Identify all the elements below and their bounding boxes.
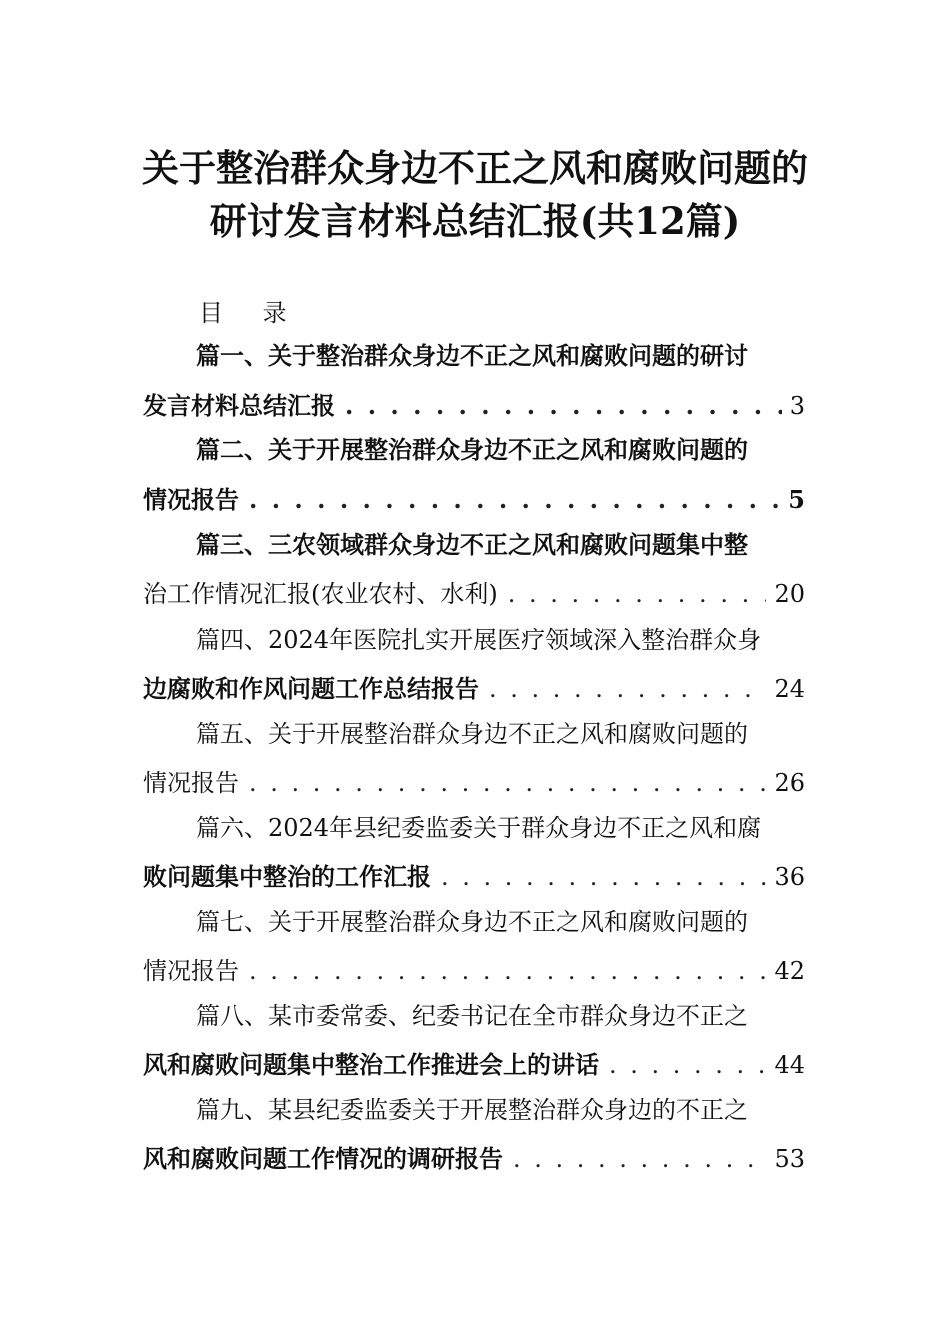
toc-dot-leader	[249, 488, 780, 512]
document-title-line-1: 关于整治群众身边不正之风和腐败问题的	[142, 146, 808, 190]
toc-page-number: 3	[789, 392, 805, 420]
document-title-line-2: 研讨发言材料总结汇报(共12篇)	[209, 199, 741, 243]
toc-dot-leader	[508, 582, 767, 606]
toc-entry-title-line-1: 篇三、三农领域群众身边不正之风和腐败问题集中整	[196, 530, 748, 559]
toc-page-number: 44	[774, 1051, 805, 1079]
toc-page-number: 20	[774, 580, 805, 608]
toc-entry-title-line-2: 风和腐败问题集中整治工作推进会上的讲话	[143, 1050, 599, 1079]
toc-entry-title-line-1: 篇八、某市委常委、纪委书记在全市群众身边不正之	[196, 1002, 748, 1030]
toc-page-number: 36	[774, 863, 805, 891]
toc-entry-title-line-2: 情况报告	[143, 485, 239, 514]
toc-entry-title-line-2: 治工作情况汇报(农业农村、水利)	[143, 580, 498, 608]
toc-entry-title-line-2-row	[143, 1144, 805, 1173]
toc-entry-title-line-2: 发言材料总结汇报	[143, 391, 335, 420]
toc-entry-title-line-2-row	[143, 1050, 805, 1079]
toc-dot-leader	[249, 959, 766, 983]
toc-entry-title-line-2-row	[143, 959, 805, 983]
toc-page-number: 26	[774, 769, 805, 797]
toc-entry-title-line-1: 篇二、关于开展整治群众身边不正之风和腐败问题的	[196, 435, 748, 464]
toc-dot-leader	[513, 1147, 766, 1171]
toc-entry-title-line-1: 篇五、关于开展整治群众身边不正之风和腐败问题的	[196, 720, 748, 748]
toc-page-number: 24	[774, 675, 805, 703]
toc-entry-title-line-2: 边腐败和作风问题工作总结报告	[143, 674, 479, 703]
toc-dot-leader	[489, 677, 766, 701]
toc-entry-title-line-2-row	[143, 582, 805, 606]
toc-entry-title-line-2-row	[143, 771, 805, 795]
toc-page-number: 5	[788, 485, 805, 514]
toc-entry-title-line-1: 篇四、2024年医院扎实开展医疗领域深入整治群众身	[196, 626, 762, 654]
toc-entry-title-line-1: 篇七、关于开展整治群众身边不正之风和腐败问题的	[196, 908, 748, 936]
toc-heading: 目 录	[199, 299, 303, 327]
toc-dot-leader	[441, 865, 766, 889]
toc-page-number: 42	[774, 957, 805, 985]
toc-dot-leader	[345, 394, 782, 418]
toc-entry-title-line-1: 篇一、关于整治群众身边不正之风和腐败问题的研讨	[196, 341, 748, 370]
toc-entry-title-line-2: 情况报告	[143, 769, 239, 797]
toc-entry-title-line-2-row	[143, 485, 805, 514]
toc-entry-title-line-2: 败问题集中整治的工作汇报	[143, 862, 431, 891]
toc-page-number: 53	[774, 1145, 805, 1173]
toc-entry-title-line-2-row	[143, 391, 805, 420]
toc-entry-title-line-1: 篇六、2024年县纪委监委关于群众身边不正之风和腐	[196, 814, 762, 842]
toc-entry-title-line-2: 风和腐败问题工作情况的调研报告	[143, 1144, 503, 1173]
toc-entry-title-line-2: 情况报告	[143, 957, 239, 985]
toc-dot-leader	[249, 771, 766, 795]
toc-dot-leader	[609, 1053, 766, 1077]
toc-entry-title-line-2-row	[143, 862, 805, 891]
toc-entry-title-line-1: 篇九、某县纪委监委关于开展整治群众身边的不正之	[196, 1096, 748, 1124]
toc-entry-title-line-2-row	[143, 674, 805, 703]
